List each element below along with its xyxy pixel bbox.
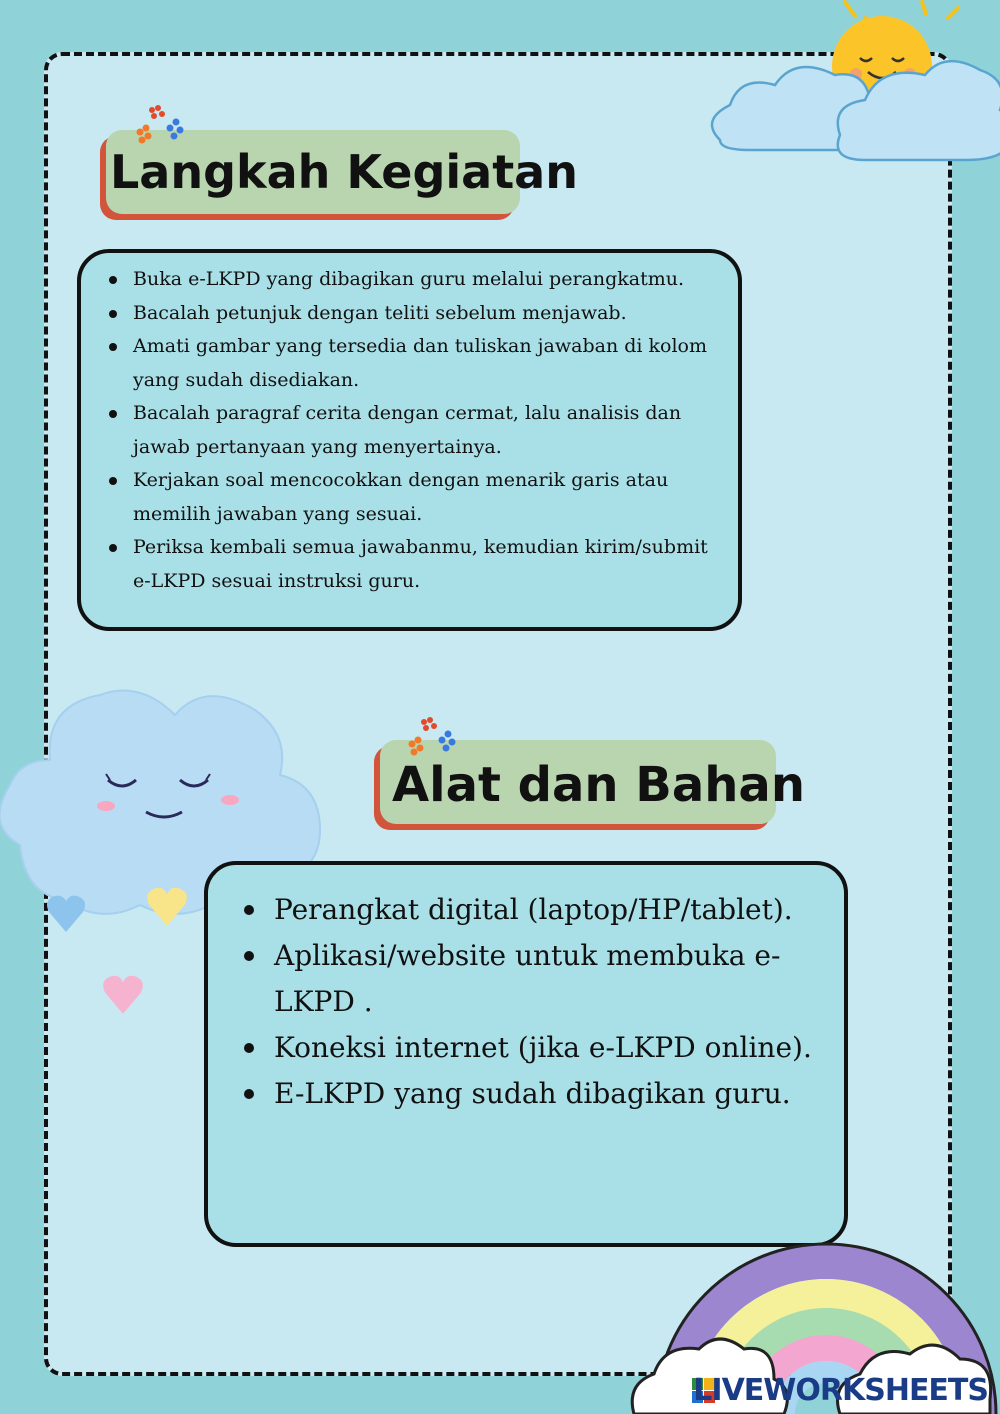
steps-list — [81, 263, 722, 598]
list-item: Aplikasi/website untuk membuka e-LKPD . — [208, 933, 824, 1025]
heart-icon — [44, 892, 88, 936]
list-item: Amati gambar yang tersedia dan tuliskan jawaban di kolom yang sudah disediakan. — [81, 330, 722, 397]
list-item: Buka e-LKPD yang dibagikan guru melalui perangkatmu. — [81, 263, 722, 297]
sun-cloud-icon — [700, 0, 1000, 190]
list-item: Periksa kembali semua jawabanmu, kemudian kirim/submit e-LKPD sesuai instruksi guru. — [81, 531, 722, 598]
list-item: E-LKPD yang sudah dibagikan guru. — [208, 1071, 824, 1117]
tools-list — [208, 887, 824, 1117]
liveworksheets-watermark: LIVEWORKSHEETS — [693, 1373, 988, 1408]
list-item: Perangkat digital (laptop/HP/tablet). — [208, 887, 824, 933]
list-item: Bacalah paragraf cerita dengan cermat, lalu analisis dan jawab pertanyaan yang menyertainya. — [81, 397, 722, 464]
steps-box — [77, 249, 742, 631]
heart-icon — [144, 884, 190, 930]
flower-icon — [132, 100, 194, 148]
list-item: Bacalah petunjuk dengan teliti sebelum menjawab. — [81, 297, 722, 331]
tools-title: Alat dan Bahan — [392, 757, 805, 813]
list-item: Kerjakan soal mencocokkan dengan menarik garis atau memilih jawaban yang sesuai. — [81, 464, 722, 531]
flower-icon — [404, 712, 466, 760]
steps-title: Langkah Kegiatan — [110, 145, 578, 199]
list-item: Koneksi internet (jika e-LKPD online). — [208, 1025, 824, 1071]
heart-icon — [100, 972, 146, 1018]
